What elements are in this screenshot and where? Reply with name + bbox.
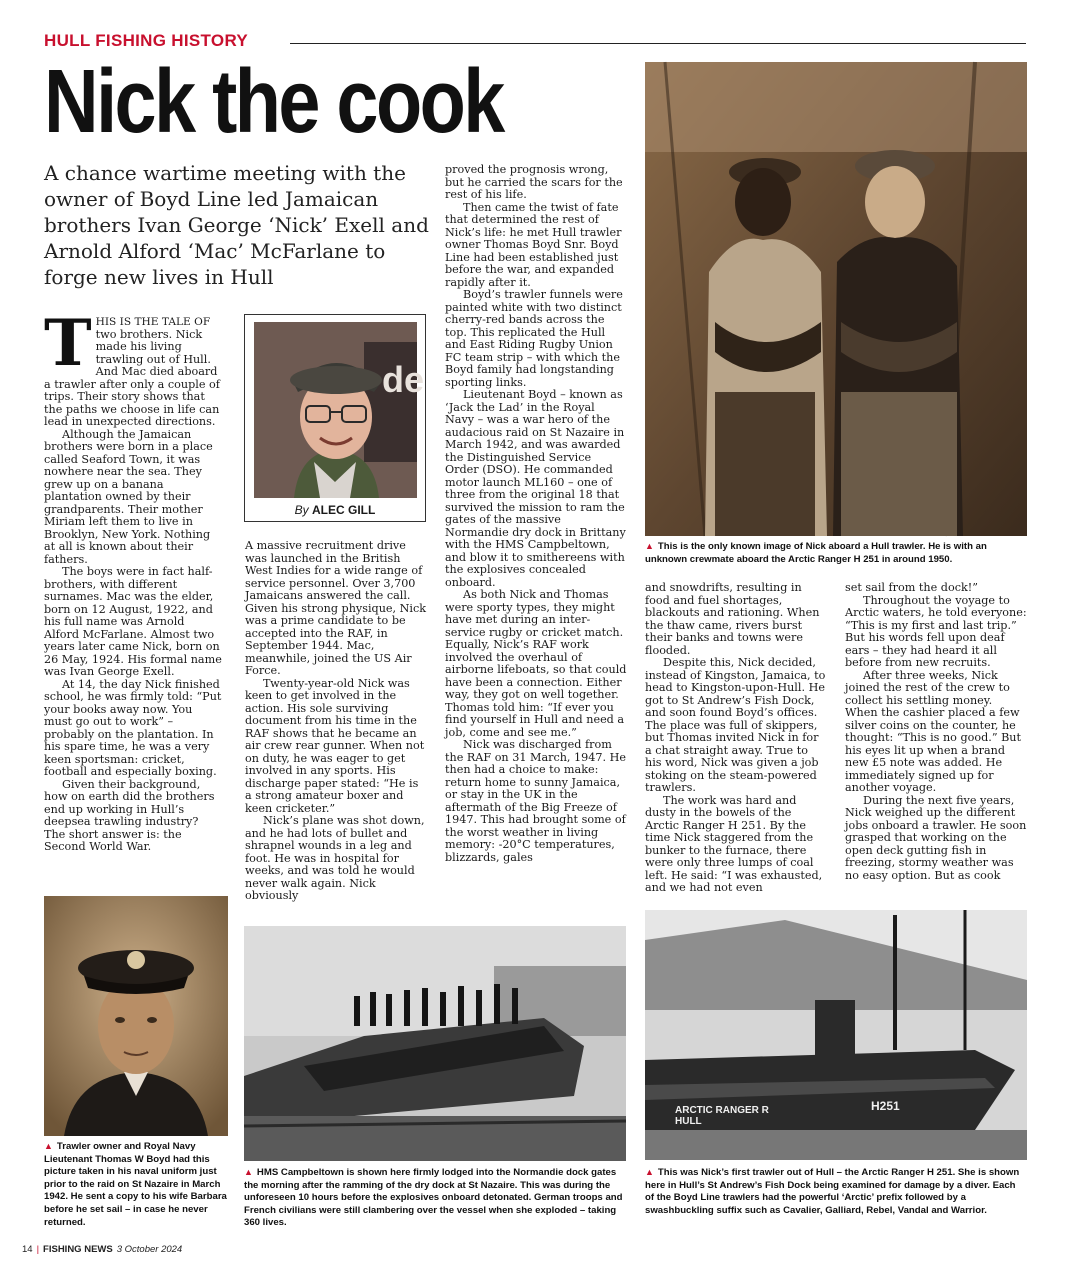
hull-lettering: ARCTIC RANGER R HULL (675, 1105, 769, 1127)
caption-text: This was Nick’s first trawler out of Hull – the Arctic Ranger H 251. She is shown here in Hull’s St Andrew’s Fish Dock being examined for damage by a diver. Each of the Boyd Line trawlers had the powerful ‘Arctic’ prefix followed by a swashbuckling suffix such as Cavalier, Galliard, Rebel, Vandal and Warrior. (645, 1167, 1020, 1216)
author-photo (254, 322, 425, 498)
issue-date: 3 October 2024 (116, 1244, 183, 1255)
kicker-rule (290, 43, 1026, 44)
arctic-ranger-trawler-illustration (645, 910, 1027, 1160)
main-photo-nick-aboard-trawler (645, 62, 1027, 536)
standfirst: A chance wartime meeting with the owner of Boyd Line led Jamaican brothers Ivan George ‘Nick’ Exell and Arnold Alford ‘Mac’ McFarlane to forge new lives in Hull (44, 161, 429, 289)
article-paragraph: set sail from the dock!” (845, 581, 978, 594)
sepia-crew-photo-illustration (645, 62, 1027, 536)
article-paragraph: After three weeks, Nick joined the rest of the crew to collect his settling money. When the cashier placed a few silver coins on the counter, he thought: “This is no good.” But his eyes lit up when a brand new £5 note was added. He immediately signed up for another voyage. (845, 668, 1022, 794)
author-portrait-illustration (254, 322, 425, 498)
article-paragraph: Despite this, Nick decided, instead of Kingston, Jamaica, to head to Kingston-upon-Hull. He got to St Andrew’s Fish Dock, and soon found Boyd’s offices. The place was full of skippers, but Thomas invited Nick in for a chat straight away. True to his word, Nick was given a job stoking on the steam-powered trawlers. (645, 656, 826, 794)
byline-author: ALEC GILL (312, 503, 376, 517)
footer-divider: | (36, 1244, 40, 1255)
caption-campbeltown (244, 1166, 626, 1230)
hull-number: H251 (871, 1099, 900, 1113)
byline (245, 503, 425, 517)
caption-main-photo (645, 540, 1027, 566)
article-paragraph: Although the Jamaican brothers were born in a place called Seaford Town, it was nowhere near the sea. They grew up on a banana plantation owned by their grandparents. Their mother Miriam left them to live in Brooklyn, New York. Nothing at all is known about their fathers. (44, 427, 213, 566)
article-column-3 (445, 164, 627, 918)
up-triangle-icon: ▲ (44, 1141, 53, 1151)
article-paragraph: Lieutenant Boyd – known as ‘Jack the Lad’ in the Royal Navy – was a war hero of the audacious raid on St Nazaire in March 1942, and was awarded the Distinguished Service Order (DSO). He commanded motor launch ML160 – one of three from the original 18 that survived the mission to ram the gates of the massive Normandie dry dock in Brittany with the HMS Campbeltown, and blow it to smithereens with the explosives concealed onboard. (445, 388, 626, 589)
headline: Nick the cook (44, 52, 503, 152)
article-paragraph: The boys were in fact half-brothers, with different surnames. Mac was the elder, born on 12 August, 1922, and his full name was Arnold Alford McFarlane. Almost two years later came Nick, born on 26 May, 1924. His formal name was Ivan George Exell. (44, 565, 222, 678)
article-column-2 (245, 540, 427, 918)
up-triangle-icon: ▲ (645, 541, 654, 551)
article-paragraph: At 14, the day Nick finished school, he was firmly told: “Put your books away now. You must go out to work” – probably on the plantation. In his spare time, he was a very keen sportsman: cricket, football and especially boxing. (44, 677, 222, 778)
svg-text:de: de (382, 359, 425, 400)
up-triangle-icon: ▲ (244, 1167, 253, 1177)
lead-text: two brothers. Nick made his living trawling out of Hull. And Mac died aboard a trawler after only a couple of trips. Their story shows that the paths we choose in life can lead in unexpected directions. (44, 327, 220, 428)
drop-cap: T (44, 306, 92, 381)
article-paragraph: The work was hard and dusty in the bowels of the Arctic Ranger H 251. By the time Nick staggered from the bunker to the furnace, there were only three lumps of coal left. He said: “I was exhausted, and we had not even (645, 793, 823, 894)
caption-arctic-ranger (645, 1166, 1027, 1217)
caption-text: This is the only known image of Nick aboard a Hull trawler. He is with an unknown crewmate aboard the Arctic Ranger H 251 in around 1950. (645, 541, 987, 565)
article-paragraph: and snowdrifts, resulting in food and fuel shortages, blackouts and rationing. When the thaw came, rivers burst their banks and towns were flooded. (645, 581, 820, 657)
up-triangle-icon: ▲ (645, 1167, 654, 1177)
article-column-4 (645, 582, 827, 902)
section-kicker: HULL FISHING HISTORY (44, 31, 249, 50)
publication-name: FISHING NEWS (43, 1244, 113, 1255)
article-paragraph: Given their background, how on earth did the brothers end up working in Hull’s deepsea trawling industry? The short answer is: the Second World War. (44, 777, 215, 853)
page-footer (22, 1244, 182, 1255)
section-kicker-row (44, 31, 1026, 53)
article-paragraph: During the next five years, Nick weighed up the different jobs onboard a trawler. He soon grasped that working on the open deck gutting fish in freezing, stormy weather was no easy option. But as cook (845, 793, 1027, 882)
byline-box (244, 314, 426, 522)
photo-arctic-ranger (645, 910, 1027, 1160)
byline-by: By (294, 503, 309, 517)
article-paragraph: A massive recruitment drive was launched in the British West Indies for a wide range of service personnel. Over 3,700 Jamaicans answered the call. Given his strong physique, Nick was a prime candidate to be accepted into the RAF, in September 1944. Mac, meanwhile, joined the US Air Force. (245, 539, 427, 677)
naval-portrait-illustration (44, 896, 228, 1136)
article-paragraph: Nick’s plane was shot down, and he had lots of bullet and shrapnel wounds in a leg and foot. He was in hospital for weeks, and was told he would never walk again. Nick obviously (245, 814, 425, 902)
article-paragraph: Boyd’s trawler funnels were painted white with two distinct cherry-red bands across the top. This replicated the Hull and East Riding Rugby Union FC team strip – with which the Boyd family had longstanding sporting links. (445, 288, 623, 389)
article-paragraph: Nick was discharged from the RAF on 31 March, 1947. He then had a choice to make: return home to sunny Jamaica, or stay in the UK in the aftermath of the Big Freeze of 1947. This had brought some of the worst weather in living memory: -20°C temperatures, blizzards, gales (445, 738, 627, 864)
article-paragraph: As both Nick and Thomas were sporty types, they might have met during an inter-service rugby or cricket match. Equally, Nick’s RAF work involved the overhaul of airborne lifeboats, so that could have been a connection. Either way, they got on well together. Thomas told him: “If ever you find yourself in Hull and need a job, come and see me.” (445, 588, 627, 739)
photo-thomas-boyd-portrait (44, 896, 228, 1136)
article-paragraph: Then came the twist of fate that determined the rest of Nick’s life: he met Hull trawler owner Thomas Boyd Snr. Boyd Line had been established just before the war, and expanded rapidly after it. (445, 200, 622, 289)
article-column-5 (845, 582, 1027, 902)
article-paragraph: Twenty-year-old Nick was keen to get involved in the action. His sole surviving document from his time in the RAF shows that he became an air crew rear gunner. When not on duty, he was eager to get involved in any sports. His discharge paper stated: “He is a strong amateur boxer and keen cricketer.” (245, 676, 425, 815)
photo-hms-campbeltown (244, 926, 626, 1161)
caption-text: HMS Campbeltown is shown here firmly lodged into the Normandie dock gates the morning after the ramming of the dry dock at St Nazaire. This was during the unforeseen 10 hours before the explosives onboard detonated. German troops and French civilians were still clambering over the vessel when she exploded – taking 360 lives. (244, 1167, 623, 1229)
caption-text: Trawler owner and Royal Navy Lieutenant Thomas W Boyd had this picture taken in his naval uniform just prior to the raid on St Nazaire in March 1942. He sent a copy to his wife Barbara before he set sail – in case he never returned. (44, 1141, 227, 1228)
caption-boyd-portrait (44, 1140, 228, 1229)
campbeltown-dock-illustration (244, 926, 626, 1161)
article-column-1 (44, 306, 222, 891)
article-lead-paragraph (44, 306, 222, 429)
article-paragraph: proved the prognosis wrong, but he carried the scars for the rest of his life. (445, 163, 623, 201)
lead-in-caps: HIS IS THE TALE OF (95, 316, 211, 328)
article-paragraph: Throughout the voyage to Arctic waters, he told everyone: “This is my first and last trip.” But his words fell upon deaf ears – they had heard it all before from new recruits. (845, 593, 1027, 669)
page-number: 14 (22, 1244, 33, 1255)
